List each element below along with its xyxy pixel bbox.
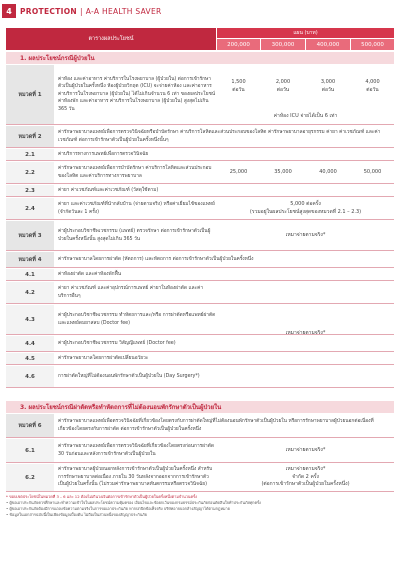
value-limit: จำกัด 2 ครั้ง — [292, 473, 319, 480]
row-number: 4.2 — [6, 282, 54, 303]
header-section: PROTECTION — [20, 6, 77, 16]
row-description: ค่ารักษาพยาบาลแพทย์เพื่อการตรวจวินิจฉัยหรือบำบัดรักษา ค่าบริการโลหิตและส่วนประกอบของโลหิต ค่ารักษาพยาบาลอายุรกรรม ค่ายา ค่าเวชภัณฑ์ และค่าเวชภัณฑ์ ต่อการเข้ารักษาตัวเป็นผู้ป่วยในครั้งหนึ่งนั้นๆ — [58, 130, 381, 143]
row-number: 6.2 — [6, 464, 54, 491]
value-plan-1: 1,500 ต่อวัน — [231, 79, 246, 93]
row-description: ค่าผู้ประกอบวิชาชีพเวชกรรม (แพทย์) ตรวจรักษา ต่อการเข้ารักษาตัวเป็นผู้ป่วยในครั้งหนึ่งนั้น สูงสุดไม่เกิน 365 วัน — [58, 229, 211, 242]
row-number: 2.4 — [6, 198, 54, 219]
row-description: ค่าผู้ประกอบวิชาชีพเวชกรรม วิสัญญีแพทย์ (Doctor fee) — [58, 340, 176, 346]
value-plan-4: 4,000 ต่อวัน — [365, 79, 380, 93]
plan-300000: 300,000 — [261, 39, 305, 50]
value-note: (รวมอยู่ในผลประโยชน์สูงสุดของหมวดที่ 2.1 – 2.3) — [249, 208, 362, 215]
value-plan-2: 2,000 ต่อวัน — [275, 79, 291, 93]
row-description: ค่ายา ค่าเวชภัณฑ์ และค่าอุปกรณ์การแพทย์ ค่ายาในห้องผ่าตัด และค่าบริการอื่นๆ — [58, 286, 204, 299]
table-row — [6, 198, 394, 220]
table-row — [6, 149, 394, 161]
row-description: ค่ารักษาพยาบาลแพทย์เพื่อการตรวจวินิจฉัยที่เกี่ยวข้องโดยตรงก่อนการผ่าตัด 30 วันก่อนและหลังการเข้ารักษาตัวเป็นผู้ป่วยใน — [58, 444, 214, 457]
table-main-label: ตารางผลประโยชน์ — [6, 28, 216, 50]
plan-500000: 500,000 — [351, 39, 394, 50]
section-inpatient: 1. ผลประโยชน์กรณีผู้ป่วยใน — [6, 52, 394, 64]
row-description: ค่ายา และค่าเวชภัณฑ์ที่นำกลับบ้าน (จ่ายตามจริง) หรือค่าเยี่ยมไข้ของแพทย์ (จำกัดวันละ 1 ครั้ง) — [58, 202, 215, 215]
icu-note: ค่าห้อง ICU จ่ายได้เป็น 6 เท่า — [273, 112, 338, 119]
value-all-plans: เหมาจ่ายตามจริง* — [285, 446, 326, 453]
footnote-asterisk: * ขอบเขตประโยชน์ในหมวดที่ 3 – 6 และ 12 ต้องไม่เกินวงเงินต่อการเข้ารักษาตัวเป็นผู้ป่วยในครั้งหนึ่งตามจำนวนครั้ง — [6, 494, 197, 499]
header-separator: | — [79, 6, 83, 16]
page-number: 4 — [2, 4, 16, 18]
row-number: 4.3 — [6, 305, 54, 334]
footnotes — [6, 494, 394, 518]
value-plan-4: 50,000 — [363, 168, 382, 175]
row-description: ค่ารักษาพยาบาลแพทย์เพื่อตรวจวินิจฉัยที่เกี่ยวข้องโดยตรงกับการผ่าตัดใหญ่ที่ไม่ต้องนอนพักรักษาตัวเป็นผู้ป่วยใน หรือการรักษาพยาบาลผู้ป่วยนอกต่อเนื่องที่เกี่ยวข้องโดยตรงกับการผ่าตัด ต่อการเข้ารักษาตัวเป็นผู้ป่วยในครั้งหนึ่ง — [58, 419, 374, 432]
footnote-item: • ข้อมูลในเอกสารฉบับนี้เป็นเพียงข้อมูลเบื้องต้น ไม่ถือเป็นส่วนหนึ่งของสัญญาประกันภัย — [6, 512, 148, 518]
value-amount: เหมาจ่ายตามจริง* — [285, 466, 326, 473]
table-row — [6, 65, 394, 125]
row-description: ค่าผู้ประกอบวิชาชีพเวชกรรม ทำหัตถการและ/หรือ การผ่าตัดหรือแพทย์ผ่าตัด และแพทย์ดมยาสลบ (Doctor fee) — [58, 313, 216, 326]
footnote-item: • ผู้ขอเอาประกันภัยควรศึกษาและทำความเข้าใจในผลประโยชน์ความคุ้มครอง เงื่อนไขและข้อยกเว้นของกรมธรรม์ประกันภัยก่อนตัดสินใจทำประกันภัยทุกครั้ง — [6, 500, 261, 506]
table-row — [6, 126, 394, 148]
table-row — [6, 221, 394, 251]
table-row — [6, 439, 394, 463]
value-plan-1: 25,000 — [229, 168, 248, 175]
row-number: 4.4 — [6, 336, 54, 351]
value-plan-3: 40,000 — [319, 168, 337, 175]
row-number: 4.1 — [6, 269, 54, 280]
value-plan-3: 3,000 ต่อวัน — [320, 79, 336, 93]
table-row — [6, 414, 394, 438]
value-section-4: เหมาจ่ายตามจริง* — [285, 330, 326, 337]
section-day-surgery: 3. ผลประโยชน์กรณีผ่าตัดหรือทำหัตถการที่ไม่ต้องนอนพักรักษาตัวเป็นผู้ป่วยใน — [6, 401, 394, 413]
table-row — [6, 185, 394, 197]
value-all-plans — [217, 464, 394, 491]
row-number: 2.3 — [6, 185, 54, 196]
row-number: หมวดที่ 1 — [6, 65, 54, 124]
table-row — [6, 162, 394, 184]
row-description: ค่ารักษาพยาบาลโดยการผ่าตัดเปลี่ยนอวัยวะ — [58, 355, 149, 361]
row-number: หมวดที่ 4 — [6, 252, 54, 267]
value-amount: 5,000 ต่อครั้ง — [290, 201, 321, 207]
plan-400000: 400,000 — [306, 39, 350, 50]
header-title — [20, 7, 162, 16]
value-plan-2: 35,000 — [274, 168, 292, 175]
page-header — [0, 0, 400, 22]
table-row — [6, 464, 394, 492]
table-row — [6, 252, 394, 268]
row-number: 4.5 — [6, 353, 54, 364]
row-number: 2.1 — [6, 149, 54, 160]
row-description: ค่าบริการทางการแพทย์เพื่อการตรวจวินิจฉัย — [58, 151, 149, 157]
row-description: ค่ารักษาพยาบาลผู้ป่วยนอกหลังการเข้ารักษาตัวเป็นผู้ป่วยในครั้งหนึ่ง สำหรับการรักษาพยาบาลต่อเนื่อง ภายใน 30 วันหลังจากออกจากการเข้ารักษาตัวเป็นผู้ป่วยในครั้งนั้น (ไม่รวมค่ารักษาพยาบาลทันตกรรมหรือตรวจวินิจฉัย) — [58, 467, 213, 488]
value-all-plans — [217, 198, 394, 219]
row-description: ค่าห้องผ่าตัด และค่าห้องพักฟื้น — [58, 271, 122, 277]
row-number: หมวดที่ 2 — [6, 126, 54, 147]
row-number: 2.2 — [6, 162, 54, 183]
table-header — [6, 28, 394, 50]
footnote-item: • ผู้ขอเอาประกันภัยต้องมีการแถลงข้อความตามจริงในการขอเอาประกันภัย หากปกปิดข้อเท็จจริง บริษัทอาจบอกล้างสัญญาได้ตามกฎหมาย — [6, 506, 230, 512]
row-number: หมวดที่ 3 — [6, 221, 54, 250]
plan-label: แผน (บาท) — [217, 28, 394, 38]
row-description: การผ่าตัดใหญ่ที่ไม่ต้องนอนพักรักษาตัวเป็นผู้ป่วยใน (Day Surgery*) — [58, 373, 200, 379]
plan-200000: 200,000 — [217, 39, 260, 50]
row-number: หมวดที่ 6 — [6, 414, 54, 437]
header-product: A-A HEALTH SAVER — [85, 6, 162, 16]
row-description: ค่ารักษาพยาบาลโดยการผ่าตัด (หัตถการ) และหัตถการ ต่อการเข้ารักษาตัวเป็นผู้ป่วยในครั้งหนึ่ง — [58, 256, 254, 262]
row-number: 6.1 — [6, 439, 54, 462]
row-description: ค่าห้อง และค่าอาหาร ค่าบริการในโรงพยาบาล (ผู้ป่วยใน) ต่อการเข้ารักษาตัวเป็นผู้ป่วยในครั้งหนึ่ง ห้องผู้ป่วยวิกฤต (ICU) จะจ่ายค่าห้อง และค่าอาหาร ค่าบริการในโรงพยาบาล (ผู้ป่วยใน) ได้ไม่เกินจำนวน 6 เท่า ของผลประโยชน์ค่าห้องพัก และค่าอาหาร ค่าบริการในโรงพยาบาล (ผู้ป่วยใน) สูงสุดไม่เกิน 365 วัน — [58, 76, 216, 112]
value-note: (ต่อการเข้ารักษาตัวเป็นผู้ป่วยในครั้งหนึ่ง) — [261, 481, 350, 488]
value-all-plans: เหมาจ่ายตามจริง* — [285, 231, 326, 238]
row-number: 4.6 — [6, 366, 54, 387]
row-description: ค่ารักษาพยาบาลแพทย์เพื่อการบำบัดรักษา ค่าบริการโลหิตและส่วนประกอบของโลหิต และค่าบริการทางการพยาบาล — [58, 166, 212, 179]
row-description: ค่ายา ค่าเวชภัณฑ์และค่าเวชภัณฑ์ (วัสดุใช้ตาม) — [58, 187, 159, 193]
